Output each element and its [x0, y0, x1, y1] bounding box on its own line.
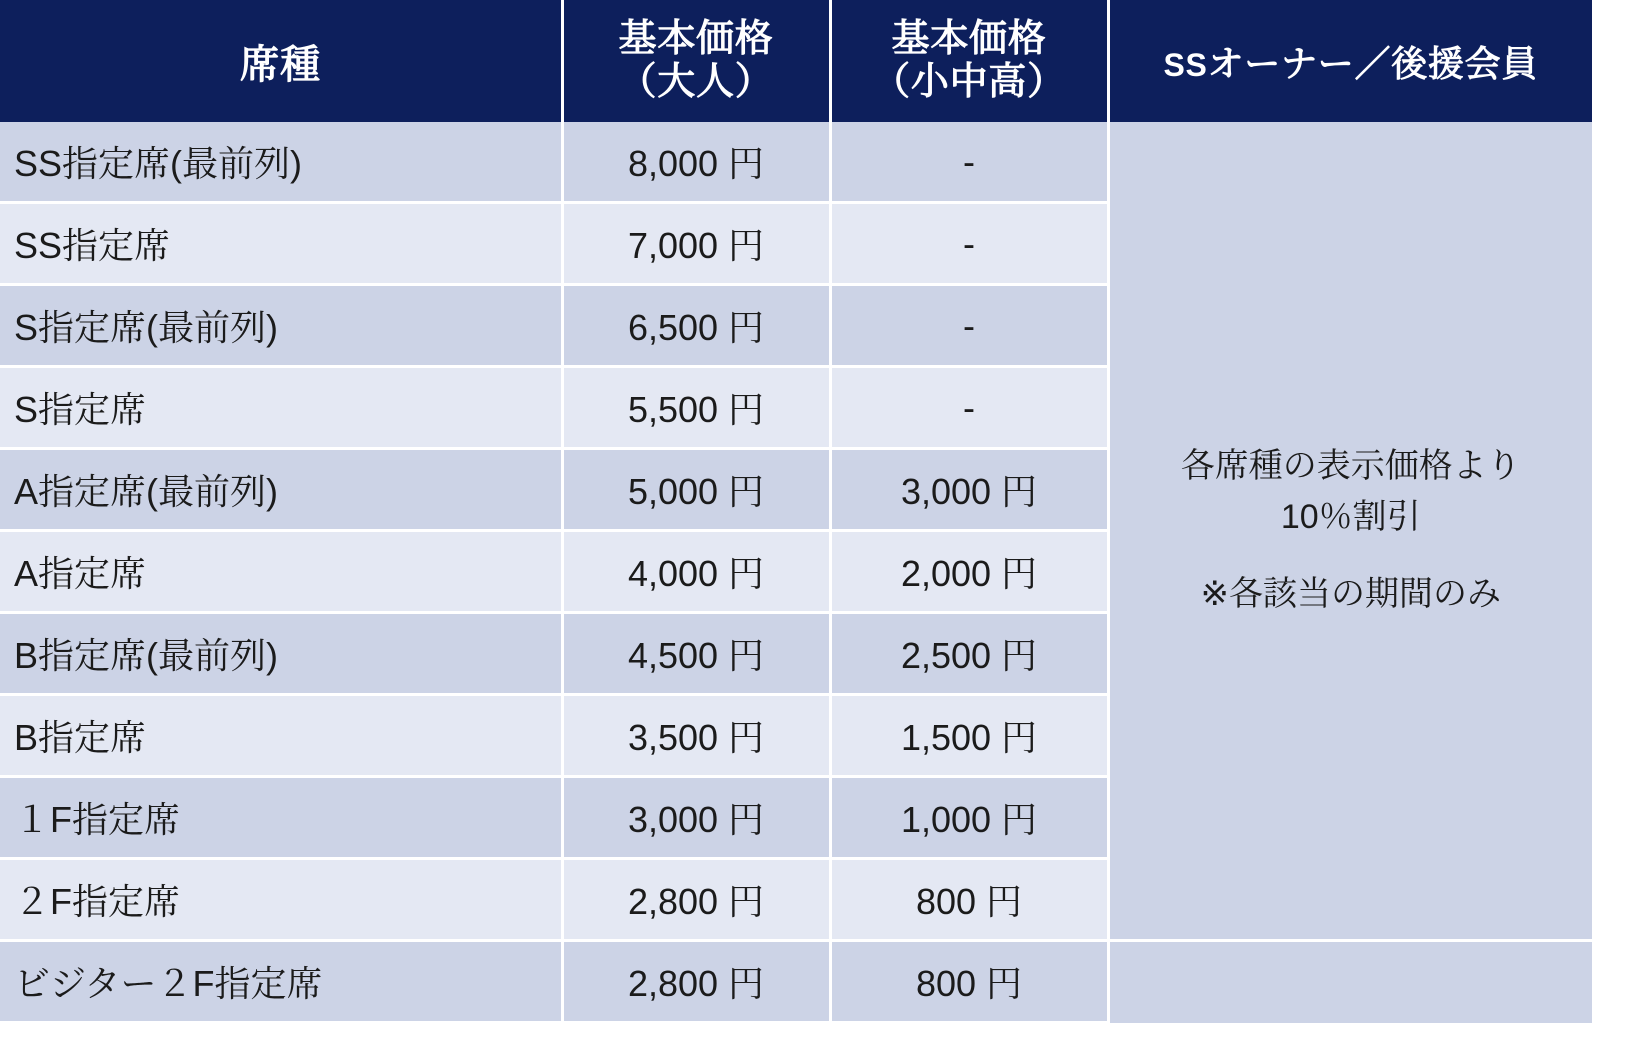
cell-seat-type: B指定席: [0, 695, 562, 777]
table-header-row: [0, 0, 1592, 122]
cell-owner-empty: [1108, 941, 1592, 1023]
column-header-base-price-child-line2: （小中高）: [872, 61, 1066, 103]
column-header-owner-member-rest: オーナー／後援会員: [1207, 42, 1539, 84]
column-header-base-price-adult-line2: （大人）: [618, 61, 774, 103]
owner-note-spacer: [1124, 543, 1579, 569]
cell-price-adult: 3,000 円: [562, 777, 830, 859]
cell-price-child: 800 円: [830, 859, 1108, 941]
cell-price-adult: 4,500 円: [562, 613, 830, 695]
cell-price-child: -: [830, 122, 1108, 203]
cell-seat-type: B指定席(最前列): [0, 613, 562, 695]
column-header-base-price-child: [830, 0, 1108, 122]
cell-seat-type: ２F指定席: [0, 859, 562, 941]
cell-price-child: 1,000 円: [830, 777, 1108, 859]
owner-discount-line3: ※各該当の期間のみ: [1200, 575, 1501, 613]
cell-price-adult: 6,500 円: [562, 285, 830, 367]
cell-owner-discount-note: [1108, 122, 1592, 941]
cell-seat-type: ビジター２F指定席: [0, 941, 562, 1023]
cell-seat-type: A指定席(最前列): [0, 449, 562, 531]
cell-price-child: -: [830, 367, 1108, 449]
cell-price-child: -: [830, 203, 1108, 285]
cell-price-adult: 2,800 円: [562, 859, 830, 941]
column-header-base-price-child-line1: 基本価格: [891, 18, 1047, 61]
cell-price-child: 800 円: [830, 941, 1108, 1023]
cell-seat-type: S指定席(最前列): [0, 285, 562, 367]
cell-price-child: 2,000 円: [830, 531, 1108, 613]
cell-seat-type: SS指定席(最前列): [0, 122, 562, 203]
cell-price-adult: 7,000 円: [562, 203, 830, 285]
cell-seat-type: A指定席: [0, 531, 562, 613]
cell-price-adult: 2,800 円: [562, 941, 830, 1023]
cell-price-adult: 3,500 円: [562, 695, 830, 777]
table-header: [0, 0, 1592, 122]
cell-price-child: 2,500 円: [830, 613, 1108, 695]
cell-price-child: 1,500 円: [830, 695, 1108, 777]
cell-price-adult: 4,000 円: [562, 531, 830, 613]
cell-price-adult: 5,500 円: [562, 367, 830, 449]
table-row: [0, 941, 1592, 1023]
table-body: [0, 122, 1592, 1023]
owner-discount-line1: 各席種の表示価格より: [1180, 447, 1521, 485]
cell-price-child: -: [830, 285, 1108, 367]
cell-seat-type: S指定席: [0, 367, 562, 449]
column-header-base-price-adult: [562, 0, 830, 122]
column-header-owner-member-prefix: SS: [1163, 46, 1208, 83]
column-header-seat-type: 席種: [0, 0, 562, 122]
cell-price-child: 3,000 円: [830, 449, 1108, 531]
owner-discount-line2: 10％割引: [1280, 498, 1421, 536]
table-row: [0, 122, 1592, 203]
column-header-owner-member: [1108, 0, 1592, 122]
cell-price-adult: 8,000 円: [562, 122, 830, 203]
column-header-base-price-adult-line1: 基本価格: [618, 18, 774, 61]
cell-price-adult: 5,000 円: [562, 449, 830, 531]
cell-seat-type: SS指定席: [0, 203, 562, 285]
cell-seat-type: １F指定席: [0, 777, 562, 859]
